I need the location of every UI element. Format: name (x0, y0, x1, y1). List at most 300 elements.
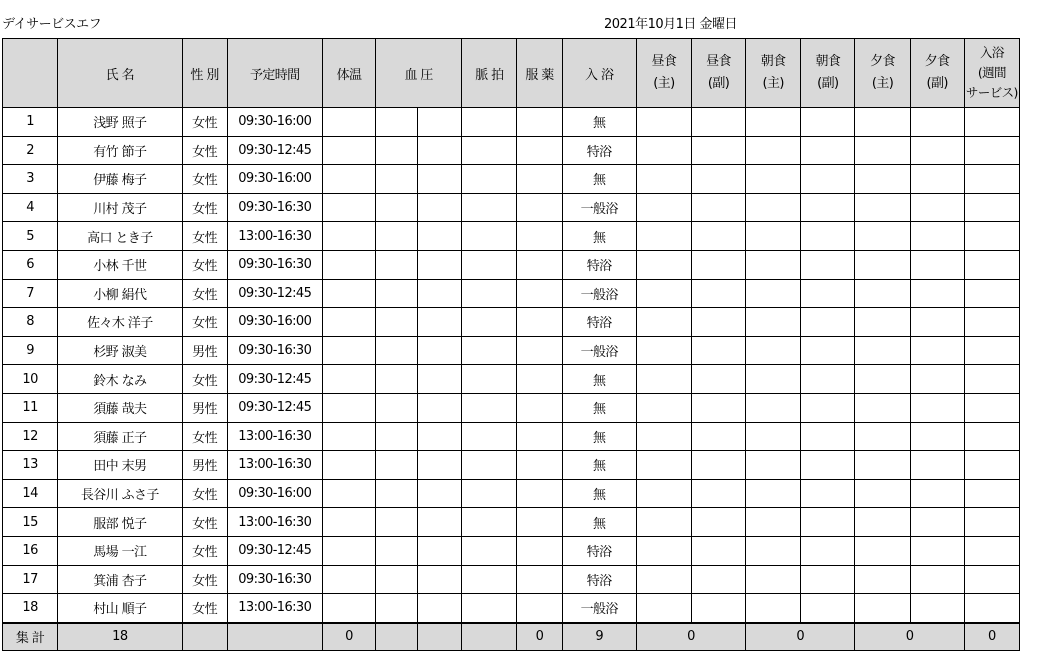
row-lunch-main-cell (636, 279, 691, 308)
totals-medication: 0 (517, 623, 562, 651)
row-gender-cell: 女性 (182, 108, 227, 137)
row-weekly-bath-cell (964, 508, 1019, 537)
row-schedule-cell: 09:30-12:45 (227, 536, 322, 565)
row-medication-cell (517, 422, 562, 451)
row-bp-high-cell (376, 365, 418, 394)
row-bath-cell: 一般浴 (562, 193, 636, 222)
header-gender: 性 別 (182, 39, 227, 108)
row-dinner-side-cell (910, 193, 964, 222)
row-lunch-side-cell (691, 279, 745, 308)
row-breakfast-main-cell (746, 536, 801, 565)
row-no-cell: 7 (3, 279, 58, 308)
row-medication-cell (517, 536, 562, 565)
totals-dinner: 0 (855, 623, 964, 651)
row-name-cell: 須藤 哉夫 (58, 393, 182, 422)
row-lunch-side-cell (691, 365, 745, 394)
row-schedule-cell: 09:30-16:30 (227, 193, 322, 222)
row-schedule-cell: 13:00-16:30 (227, 422, 322, 451)
row-dinner-side-cell (910, 108, 964, 137)
row-no-cell: 1 (3, 108, 58, 137)
row-medication-cell (517, 308, 562, 337)
row-name-cell: 高口 とき子 (58, 222, 182, 251)
row-dinner-side-cell (910, 422, 964, 451)
row-breakfast-side-cell (801, 279, 855, 308)
row-name-cell: 服部 悦子 (58, 508, 182, 537)
row-temperature-cell (322, 365, 375, 394)
row-pulse-cell (462, 308, 517, 337)
row-weekly-bath-cell (964, 250, 1019, 279)
row-gender-cell: 女性 (182, 565, 227, 594)
row-schedule-cell: 09:30-12:45 (227, 393, 322, 422)
row-dinner-side-cell (910, 565, 964, 594)
row-bp-low-cell (418, 136, 462, 165)
row-name-cell: 伊藤 梅子 (58, 165, 182, 194)
row-gender-cell: 男性 (182, 451, 227, 480)
header-dinner-side: 夕食 (副) (910, 39, 964, 108)
row-bp-low-cell (418, 393, 462, 422)
header-breakfast-side: 朝食 (副) (801, 39, 855, 108)
row-bp-high-cell (376, 136, 418, 165)
table-row (3, 393, 1020, 422)
row-temperature-cell (322, 308, 375, 337)
row-temperature-cell (322, 508, 375, 537)
row-bp-low-cell (418, 279, 462, 308)
row-bath-cell: 特浴 (562, 565, 636, 594)
totals-row (3, 623, 1020, 651)
row-pulse-cell (462, 108, 517, 137)
row-temperature-cell (322, 165, 375, 194)
row-breakfast-side-cell (801, 193, 855, 222)
row-dinner-main-cell (855, 393, 910, 422)
row-gender-cell: 女性 (182, 365, 227, 394)
row-lunch-side-cell (691, 508, 745, 537)
row-schedule-cell: 09:30-16:30 (227, 336, 322, 365)
row-bp-low-cell (418, 536, 462, 565)
row-bp-high-cell (376, 508, 418, 537)
row-gender-cell: 女性 (182, 536, 227, 565)
row-lunch-main-cell (636, 451, 691, 480)
row-dinner-main-cell (855, 165, 910, 194)
row-lunch-main-cell (636, 479, 691, 508)
row-pulse-cell (462, 365, 517, 394)
row-medication-cell (517, 250, 562, 279)
row-pulse-cell (462, 565, 517, 594)
row-medication-cell (517, 451, 562, 480)
row-lunch-main-cell (636, 108, 691, 137)
row-temperature-cell (322, 594, 375, 623)
totals-gender-cell (182, 623, 227, 651)
row-dinner-main-cell (855, 565, 910, 594)
row-medication-cell (517, 108, 562, 137)
totals-count: 18 (58, 623, 182, 651)
row-dinner-side-cell (910, 365, 964, 394)
header-temperature: 体温 (322, 39, 375, 108)
row-lunch-side-cell (691, 193, 745, 222)
row-pulse-cell (462, 451, 517, 480)
row-pulse-cell (462, 393, 517, 422)
row-lunch-side-cell (691, 536, 745, 565)
row-lunch-side-cell (691, 136, 745, 165)
row-lunch-side-cell (691, 308, 745, 337)
row-name-cell: 鈴木 なみ (58, 365, 182, 394)
row-breakfast-side-cell (801, 250, 855, 279)
table-row (3, 108, 1020, 137)
table-row (3, 594, 1020, 623)
row-dinner-main-cell (855, 365, 910, 394)
row-schedule-cell: 13:00-16:30 (227, 594, 322, 623)
row-bath-cell: 特浴 (562, 250, 636, 279)
totals-bp-low-cell (418, 623, 462, 651)
header-lunch-side: 昼食 (副) (691, 39, 745, 108)
row-bp-high-cell (376, 222, 418, 251)
row-temperature-cell (322, 422, 375, 451)
header-row (3, 39, 1020, 108)
row-bp-high-cell (376, 536, 418, 565)
row-name-cell: 長谷川 ふさ子 (58, 479, 182, 508)
row-lunch-side-cell (691, 451, 745, 480)
row-breakfast-side-cell (801, 108, 855, 137)
document-title: デイサービスエフ (2, 17, 102, 32)
row-bp-high-cell (376, 393, 418, 422)
row-bath-cell: 特浴 (562, 536, 636, 565)
row-bp-low-cell (418, 451, 462, 480)
row-dinner-side-cell (910, 451, 964, 480)
row-schedule-cell: 09:30-12:45 (227, 365, 322, 394)
row-breakfast-side-cell (801, 222, 855, 251)
header-medication: 服 薬 (517, 39, 562, 108)
row-weekly-bath-cell (964, 536, 1019, 565)
header-dinner-main: 夕食 (主) (855, 39, 910, 108)
row-breakfast-main-cell (746, 165, 801, 194)
row-bath-cell: 無 (562, 422, 636, 451)
header-breakfast-main: 朝食 (主) (746, 39, 801, 108)
row-dinner-main-cell (855, 222, 910, 251)
row-lunch-main-cell (636, 165, 691, 194)
row-breakfast-side-cell (801, 451, 855, 480)
row-bath-cell: 特浴 (562, 308, 636, 337)
row-schedule-cell: 13:00-16:30 (227, 222, 322, 251)
row-medication-cell (517, 136, 562, 165)
row-bath-cell: 一般浴 (562, 594, 636, 623)
table-row (3, 165, 1020, 194)
table-row (3, 565, 1020, 594)
table-row (3, 365, 1020, 394)
row-weekly-bath-cell (964, 565, 1019, 594)
row-gender-cell: 女性 (182, 136, 227, 165)
row-dinner-side-cell (910, 508, 964, 537)
row-temperature-cell (322, 536, 375, 565)
row-schedule-cell: 09:30-12:45 (227, 136, 322, 165)
row-schedule-cell: 09:30-16:30 (227, 250, 322, 279)
attendance-table (2, 38, 1020, 651)
row-dinner-side-cell (910, 479, 964, 508)
header-lunch-main: 昼食 (主) (636, 39, 691, 108)
row-bp-high-cell (376, 279, 418, 308)
row-bp-low-cell (418, 365, 462, 394)
row-no-cell: 10 (3, 365, 58, 394)
row-dinner-side-cell (910, 594, 964, 623)
table-body (3, 108, 1020, 623)
row-bp-high-cell (376, 308, 418, 337)
row-temperature-cell (322, 193, 375, 222)
row-no-cell: 11 (3, 393, 58, 422)
row-schedule-cell: 09:30-16:30 (227, 565, 322, 594)
row-medication-cell (517, 393, 562, 422)
row-schedule-cell: 09:30-12:45 (227, 279, 322, 308)
totals-temperature: 0 (322, 623, 375, 651)
row-bp-high-cell (376, 336, 418, 365)
table-row (3, 136, 1020, 165)
row-gender-cell: 男性 (182, 336, 227, 365)
row-breakfast-main-cell (746, 108, 801, 137)
row-bp-high-cell (376, 594, 418, 623)
row-lunch-side-cell (691, 250, 745, 279)
row-bath-cell: 無 (562, 393, 636, 422)
row-bp-low-cell (418, 250, 462, 279)
row-breakfast-main-cell (746, 136, 801, 165)
row-medication-cell (517, 165, 562, 194)
row-lunch-main-cell (636, 136, 691, 165)
row-breakfast-side-cell (801, 594, 855, 623)
row-breakfast-side-cell (801, 136, 855, 165)
row-bp-low-cell (418, 193, 462, 222)
row-dinner-main-cell (855, 108, 910, 137)
row-breakfast-side-cell (801, 479, 855, 508)
row-no-cell: 5 (3, 222, 58, 251)
row-name-cell: 佐々木 洋子 (58, 308, 182, 337)
row-medication-cell (517, 336, 562, 365)
row-breakfast-main-cell (746, 594, 801, 623)
row-breakfast-main-cell (746, 365, 801, 394)
table-row (3, 308, 1020, 337)
row-dinner-main-cell (855, 451, 910, 480)
row-name-cell: 須藤 正子 (58, 422, 182, 451)
row-pulse-cell (462, 136, 517, 165)
row-dinner-main-cell (855, 250, 910, 279)
row-breakfast-side-cell (801, 165, 855, 194)
row-pulse-cell (462, 422, 517, 451)
row-no-cell: 4 (3, 193, 58, 222)
row-no-cell: 2 (3, 136, 58, 165)
row-dinner-side-cell (910, 308, 964, 337)
row-no-cell: 8 (3, 308, 58, 337)
row-no-cell: 15 (3, 508, 58, 537)
row-medication-cell (517, 508, 562, 537)
row-breakfast-side-cell (801, 393, 855, 422)
row-breakfast-side-cell (801, 565, 855, 594)
row-breakfast-side-cell (801, 336, 855, 365)
totals-schedule-cell (227, 623, 322, 651)
row-pulse-cell (462, 536, 517, 565)
row-pulse-cell (462, 165, 517, 194)
row-weekly-bath-cell (964, 479, 1019, 508)
row-gender-cell: 女性 (182, 308, 227, 337)
row-bath-cell: 無 (562, 451, 636, 480)
row-weekly-bath-cell (964, 308, 1019, 337)
row-no-cell: 16 (3, 536, 58, 565)
row-breakfast-main-cell (746, 193, 801, 222)
table-row (3, 222, 1020, 251)
row-bp-high-cell (376, 422, 418, 451)
row-medication-cell (517, 565, 562, 594)
row-weekly-bath-cell (964, 336, 1019, 365)
row-breakfast-main-cell (746, 479, 801, 508)
row-gender-cell: 女性 (182, 594, 227, 623)
row-gender-cell: 男性 (182, 393, 227, 422)
row-weekly-bath-cell (964, 193, 1019, 222)
row-bath-cell: 無 (562, 165, 636, 194)
row-breakfast-side-cell (801, 536, 855, 565)
row-temperature-cell (322, 279, 375, 308)
document-date: 2021年10月1日 金曜日 (604, 17, 738, 32)
row-weekly-bath-cell (964, 365, 1019, 394)
row-temperature-cell (322, 479, 375, 508)
row-pulse-cell (462, 508, 517, 537)
table-row (3, 536, 1020, 565)
row-bp-high-cell (376, 108, 418, 137)
row-bath-cell: 一般浴 (562, 279, 636, 308)
row-dinner-main-cell (855, 279, 910, 308)
row-gender-cell: 女性 (182, 279, 227, 308)
row-gender-cell: 女性 (182, 508, 227, 537)
row-schedule-cell: 13:00-16:30 (227, 451, 322, 480)
row-gender-cell: 女性 (182, 250, 227, 279)
row-dinner-side-cell (910, 136, 964, 165)
row-temperature-cell (322, 393, 375, 422)
table-row (3, 193, 1020, 222)
row-bp-high-cell (376, 479, 418, 508)
row-bp-low-cell (418, 594, 462, 623)
row-lunch-main-cell (636, 222, 691, 251)
row-breakfast-main-cell (746, 422, 801, 451)
header-schedule: 予定時間 (227, 39, 322, 108)
row-pulse-cell (462, 279, 517, 308)
row-pulse-cell (462, 479, 517, 508)
row-bath-cell: 無 (562, 108, 636, 137)
row-name-cell: 小林 千世 (58, 250, 182, 279)
table-row (3, 451, 1020, 480)
row-bath-cell: 無 (562, 479, 636, 508)
row-name-cell: 小柳 絹代 (58, 279, 182, 308)
row-medication-cell (517, 193, 562, 222)
table-row (3, 508, 1020, 537)
row-weekly-bath-cell (964, 136, 1019, 165)
row-bp-high-cell (376, 250, 418, 279)
row-lunch-main-cell (636, 565, 691, 594)
row-no-cell: 3 (3, 165, 58, 194)
row-dinner-side-cell (910, 165, 964, 194)
row-bp-high-cell (376, 565, 418, 594)
row-weekly-bath-cell (964, 222, 1019, 251)
row-medication-cell (517, 365, 562, 394)
row-schedule-cell: 09:30-16:00 (227, 108, 322, 137)
row-temperature-cell (322, 136, 375, 165)
row-dinner-side-cell (910, 279, 964, 308)
row-name-cell: 浅野 照子 (58, 108, 182, 137)
row-temperature-cell (322, 108, 375, 137)
row-temperature-cell (322, 250, 375, 279)
row-weekly-bath-cell (964, 108, 1019, 137)
row-pulse-cell (462, 594, 517, 623)
row-lunch-side-cell (691, 393, 745, 422)
row-temperature-cell (322, 565, 375, 594)
row-pulse-cell (462, 250, 517, 279)
totals-bath: 9 (562, 623, 636, 651)
row-name-cell: 村山 順子 (58, 594, 182, 623)
row-name-cell: 川村 茂子 (58, 193, 182, 222)
row-schedule-cell: 13:00-16:30 (227, 508, 322, 537)
row-name-cell: 有竹 節子 (58, 136, 182, 165)
row-no-cell: 12 (3, 422, 58, 451)
row-lunch-side-cell (691, 222, 745, 251)
table-row (3, 279, 1020, 308)
row-no-cell: 6 (3, 250, 58, 279)
header-weekly-bath: 入浴 (週間 サービス) (964, 39, 1019, 108)
row-breakfast-main-cell (746, 250, 801, 279)
row-lunch-main-cell (636, 594, 691, 623)
row-lunch-main-cell (636, 250, 691, 279)
row-bp-low-cell (418, 422, 462, 451)
row-temperature-cell (322, 336, 375, 365)
row-lunch-main-cell (636, 393, 691, 422)
row-dinner-main-cell (855, 422, 910, 451)
row-pulse-cell (462, 336, 517, 365)
table-row (3, 422, 1020, 451)
row-weekly-bath-cell (964, 393, 1019, 422)
row-breakfast-side-cell (801, 508, 855, 537)
row-medication-cell (517, 279, 562, 308)
row-bath-cell: 無 (562, 508, 636, 537)
table-row (3, 479, 1020, 508)
row-dinner-side-cell (910, 536, 964, 565)
row-name-cell: 馬場 一江 (58, 536, 182, 565)
row-dinner-main-cell (855, 594, 910, 623)
row-no-cell: 13 (3, 451, 58, 480)
row-lunch-side-cell (691, 108, 745, 137)
totals-lunch: 0 (636, 623, 745, 651)
row-lunch-side-cell (691, 336, 745, 365)
totals-pulse-cell (462, 623, 517, 651)
totals-label: 集 計 (3, 623, 58, 651)
row-breakfast-main-cell (746, 451, 801, 480)
row-dinner-side-cell (910, 336, 964, 365)
row-gender-cell: 女性 (182, 165, 227, 194)
totals-breakfast: 0 (746, 623, 855, 651)
row-dinner-main-cell (855, 508, 910, 537)
row-lunch-main-cell (636, 422, 691, 451)
row-breakfast-main-cell (746, 279, 801, 308)
row-dinner-main-cell (855, 479, 910, 508)
row-dinner-main-cell (855, 193, 910, 222)
header-name: 氏 名 (58, 39, 182, 108)
row-gender-cell: 女性 (182, 422, 227, 451)
row-pulse-cell (462, 222, 517, 251)
row-lunch-side-cell (691, 165, 745, 194)
totals-weekly-bath: 0 (964, 623, 1019, 651)
header-pulse: 脈 拍 (462, 39, 517, 108)
row-dinner-main-cell (855, 336, 910, 365)
table-row (3, 250, 1020, 279)
row-temperature-cell (322, 222, 375, 251)
row-pulse-cell (462, 193, 517, 222)
row-weekly-bath-cell (964, 594, 1019, 623)
row-bath-cell: 特浴 (562, 136, 636, 165)
row-breakfast-main-cell (746, 222, 801, 251)
row-lunch-main-cell (636, 536, 691, 565)
row-dinner-main-cell (855, 136, 910, 165)
row-bath-cell: 一般浴 (562, 336, 636, 365)
row-breakfast-main-cell (746, 565, 801, 594)
